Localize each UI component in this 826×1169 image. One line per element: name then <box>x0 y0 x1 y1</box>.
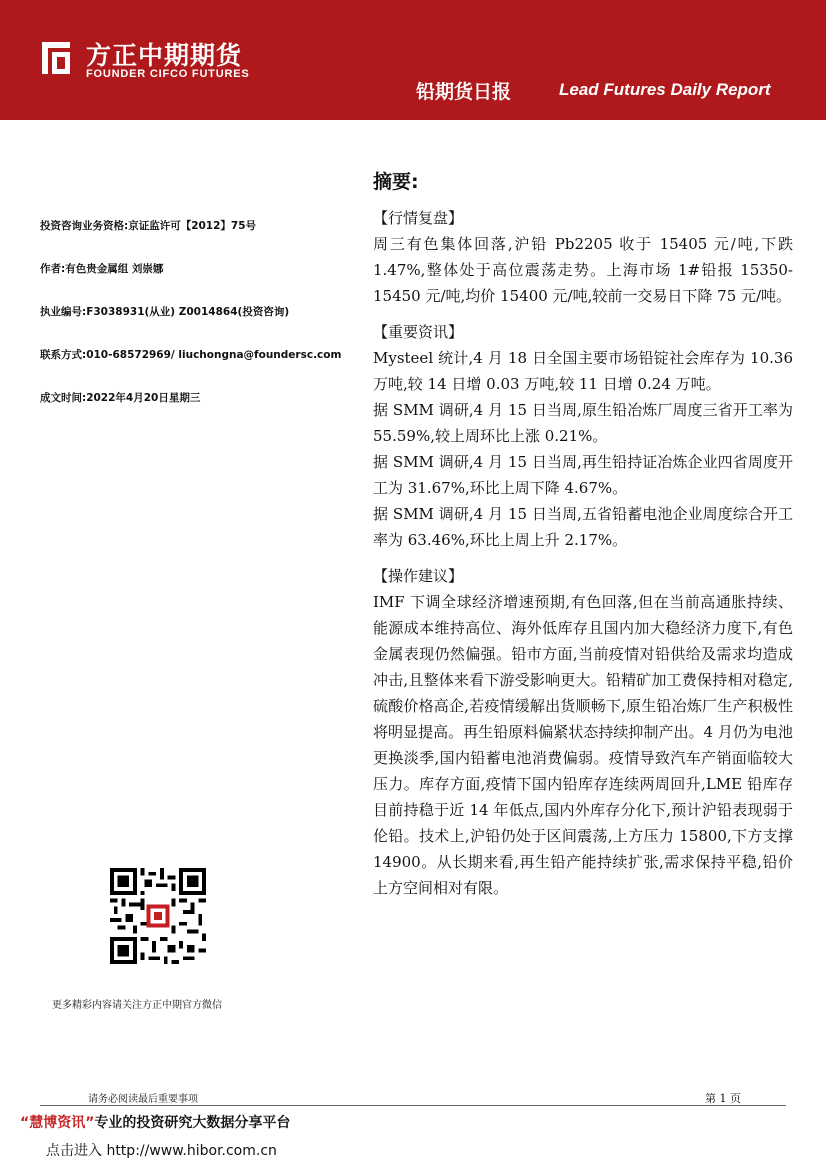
disclaimer-notice: 请务必阅读最后重要事项 <box>88 1094 198 1105</box>
paragraph: 周三有色集体回落,沪铅 Pb2205 收于 15405 元/吨,下跌 1.47%,整体处于高位震荡走势。上海市场 1#铅报 15350-15450 元/吨,均价 15400 元/吨,较前一交易日下降 75 元/吨。 <box>373 235 793 305</box>
cert-number: 执业编号:F3038931(从业) Z0014864(投资咨询) <box>40 306 290 318</box>
founder-logo-icon <box>34 36 78 80</box>
paragraph: 据 SMM 调研,4 月 15 日当周,原生铅冶炼厂周度三省开工率为 55.59%,较上周环比上涨 0.21%。 <box>373 401 793 445</box>
report-header <box>0 0 826 120</box>
report-title-cn: 铅期货日报 <box>416 81 512 103</box>
section-market-review <box>373 205 793 309</box>
paragraph: Mysteel 统计,4 月 18 日全国主要市场铅锭社会库存为 10.36 万吨,较 14 日增 0.03 万吨,较 11 日增 0.24 万吨。 <box>373 349 793 393</box>
contact-info: 联系方式:010-68572969/ liuchongna@foundersc.com <box>40 349 342 361</box>
paragraph: IMF 下调全球经济增速预期,有色回落,但在当前高通胀持续、能源成本维持高位、海外低库存且国内加大稳经济力度下,有色金属表现仍然偏强。铅市方面,当前疫情对铅供给及需求均造成冲击,且整体来看下游受影响更大。铅精矿加工费保持相对稳定,硫酸价格高企,若疫情缓解出货顺畅下,原生铅冶炼厂生产积极性将明显提高。再生铅原料偏紧状态持续抑制产出。4 月仍为电池更换淡季,国内铅蓄电池消费偏弱。疫情导致汽车产销面临较大压力。库存方面,疫情下国内铅库存连续两周回升,LME 铅库存目前持稳于近 14 年低点,国内外库存分化下,预计沪铅表现弱于伦铅。技术上,沪铅仍处于区间震荡,上方压力 15800,下方支撑 14900。从长期来看,再生铅产能持续扩张,需求保持平稳,铅价上方空间相对有限。 <box>373 593 793 897</box>
summary-title: 摘要: <box>373 171 419 193</box>
hibor-link[interactable]: 点击进入 http://www.hibor.com.cn <box>46 1143 277 1159</box>
hibor-banner <box>20 1112 290 1132</box>
author-info: 作者:有色贵金属组 刘崇娜 <box>40 263 164 275</box>
section-heading: 【操作建议】 <box>373 567 464 585</box>
qr-caption: 更多精彩内容请关注方正中期官方微信 <box>52 1000 222 1011</box>
report-body <box>373 205 793 911</box>
section-advice <box>373 563 793 901</box>
brand-name-cn: 方正中期期货 <box>86 41 243 70</box>
report-title-en: Lead Futures Daily Report <box>559 80 771 99</box>
publish-date: 成文时间:2022年4月20日星期三 <box>40 392 201 404</box>
license-info: 投资咨询业务资格:京证监许可【2012】75号 <box>40 220 257 232</box>
wechat-qr-code[interactable] <box>110 868 206 964</box>
footer-divider <box>40 1105 786 1106</box>
section-news <box>373 319 793 553</box>
section-heading: 【重要资讯】 <box>373 323 464 341</box>
brand-name-en: FOUNDER CIFCO FUTURES <box>86 68 250 80</box>
hibor-tagline: 专业的投资研究大数据分享平台 <box>94 1115 291 1131</box>
page-number: 第 1 页 <box>705 1092 741 1105</box>
paragraph: 据 SMM 调研,4 月 15 日当周,再生铅持证冶炼企业四省周度开工为 31.67%,环比上周下降 4.67%。 <box>373 453 793 497</box>
paragraph: 据 SMM 调研,4 月 15 日当周,五省铅蓄电池企业周度综合开工率为 63.46%,环比上周上升 2.17%。 <box>373 505 793 549</box>
hibor-brand: “慧博资讯” <box>20 1115 95 1131</box>
section-heading: 【行情复盘】 <box>373 209 464 227</box>
